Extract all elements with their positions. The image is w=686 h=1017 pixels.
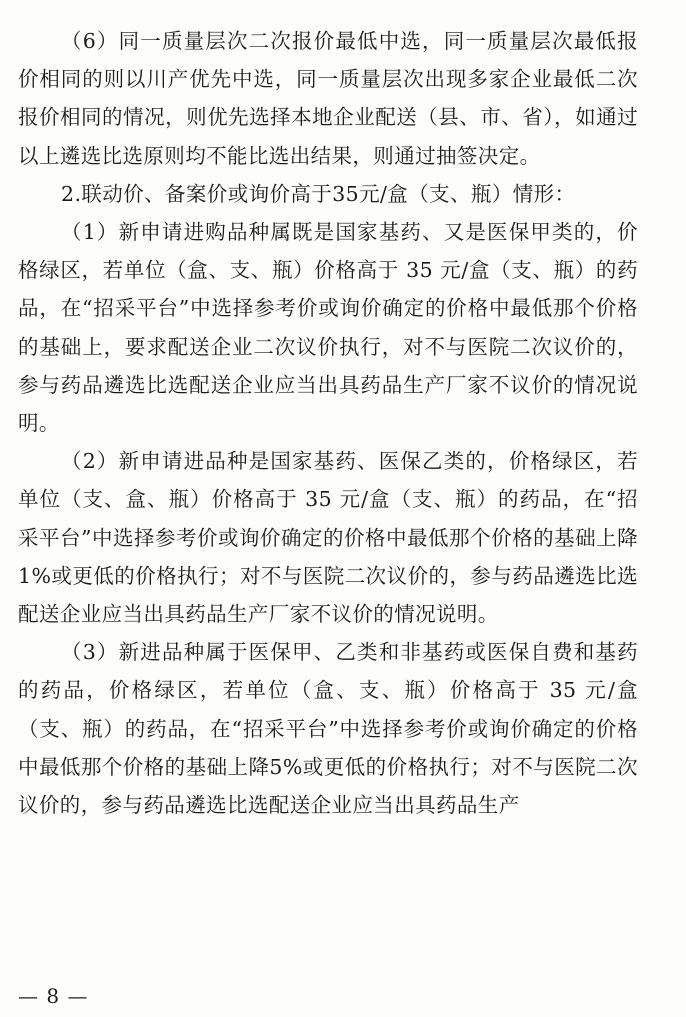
section-heading-above-35: 2.联动价、备案价或询价高于35元/盒（支、瓶）情形： [61, 181, 576, 206]
paragraph-rule-1: （1）新申请进购品种属既是国家基药、又是医保甲类的，价格绿区，若单位（盒、支、瓶）价格高于 35 元/盒（支、瓶）的药品，在“招采平台”中选择参考价或询价确定的价格中最低那个价格的基础上，要求配送企业二次议价执行，对不与医院二次议价的，参与药品遴选比选配送企业应当出具药品生产厂家不议价的情况说明。 [18, 220, 638, 436]
document-body [18, 22, 638, 824]
paragraph-rule-2: （2）新申请进品种是国家基药、医保乙类的，价格绿区，若单位（支、盒、瓶）价格高于 35 元/盒（支、瓶）的药品，在“招采平台”中选择参考价或询价确定的价格中最低那个价格的基础上降1%或更低的价格执行；对不与医院二次议价的，参与药品遴选比选配送企业应当出具药品生产厂家不议价的情况说明。 [18, 449, 638, 627]
paragraph-rule-3: （3）新进品种属于医保甲、乙类和非基药或医保自费和基药的药品，价格绿区，若单位（盒、支、瓶）价格高于 35 元/盒（支、瓶）的药品，在“招采平台”中选择参考价或询价确定的价格中最低那个价格的基础上降5%或更低的价格执行；对不与医院二次议价的，参与药品遴选比选配送企业应当出具药品生产 [18, 640, 638, 818]
page-number: — 8 — [18, 984, 89, 1008]
paragraph-tie-break-rule: （6）同一质量层次二次报价最低中选，同一质量层次最低报价相同的则以川产优先中选，同一质量层次出现多家企业最低二次报价相同的情况，则优先选择本地企业配送（县、市、省），如通过以上遴选比选原则均不能比选出结果，则通过抽签决定。 [18, 29, 638, 168]
